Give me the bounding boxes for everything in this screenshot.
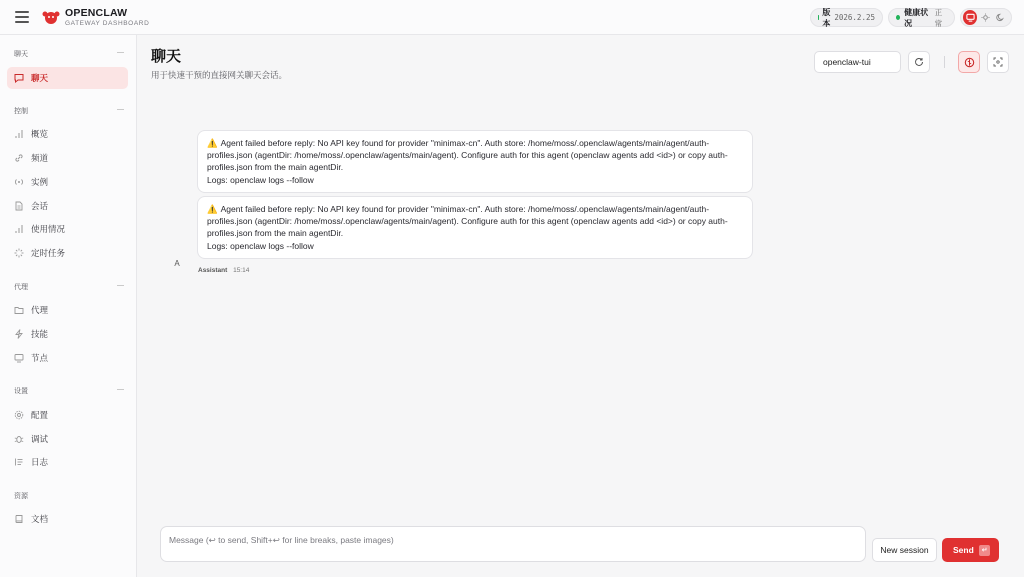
moon-icon [996, 13, 1005, 22]
monitor-icon [14, 353, 24, 363]
section-title-chat[interactable]: 聊天 — [14, 49, 124, 58]
sidebar-item-label: 实例 [31, 177, 49, 187]
sidebar-item-label: 定时任务 [31, 248, 66, 258]
focus-mode-button[interactable] [987, 51, 1009, 73]
message-icon [14, 73, 24, 83]
settings-icon [14, 410, 24, 420]
version-badge [810, 8, 883, 27]
enter-key-icon: ↵ [979, 545, 990, 556]
sidebar-item-label: 代理 [31, 305, 49, 315]
sidebar-item-instances[interactable] [7, 171, 128, 193]
message-text: Agent failed before reply: No API key found for provider "minimax-cn". Auth store: /home/moss/.openclaw/agents/main/agent/auth-profiles.json (agentDir: /home/moss/.openclaw/agents/main/agent). Configure auth for this agent (openclaw agents add <id>) or copy auth-profiles.json from the main agentDir. [207, 138, 728, 173]
message-logs: Logs: openclaw logs --follow [207, 174, 314, 185]
lobster-logo-icon [42, 9, 60, 26]
version-value: 2026.2.25 [834, 13, 875, 22]
sun-icon [981, 13, 990, 22]
send-button[interactable] [942, 538, 999, 562]
sidebar-item-label: 日志 [31, 457, 49, 467]
bug-icon [14, 434, 24, 444]
section-title-agents[interactable]: 代理 — [14, 282, 124, 291]
brand-subtitle: GATEWAY DASHBOARD [65, 20, 150, 27]
assistant-message [197, 130, 753, 193]
sidebar-item-overview[interactable] [7, 123, 128, 145]
sidebar-item-debug[interactable] [7, 428, 128, 450]
sidebar-item-skills[interactable] [7, 323, 128, 345]
sidebar-item-label: 频道 [31, 153, 49, 163]
sidebar-item-cron[interactable] [7, 242, 128, 264]
sidebar-item-label: 使用情况 [31, 224, 66, 234]
brand [65, 8, 149, 28]
health-label: 健康状况 [904, 7, 929, 28]
brand-name: OPENCLAW [65, 7, 128, 19]
health-value: 正常 [934, 7, 943, 28]
health-badge [888, 8, 955, 27]
top-bar [0, 0, 1024, 35]
message-meta [198, 267, 249, 274]
message-time: 15:14 [233, 267, 250, 274]
sidebar-item-chat[interactable] [7, 67, 128, 89]
zap-icon [14, 329, 24, 339]
session-selector[interactable]: openclaw-tui [814, 51, 901, 73]
warning-icon: ⚠️ [207, 138, 218, 148]
bar-chart-icon [14, 224, 24, 234]
divider [944, 56, 945, 68]
sidebar-item-config[interactable] [7, 404, 128, 426]
loader-icon [14, 248, 24, 258]
sidebar-item-label: 概览 [31, 129, 49, 139]
refresh-icon [914, 57, 924, 67]
sidebar-item-docs[interactable] [7, 508, 128, 530]
status-dot [896, 15, 900, 20]
thinking-toggle-button[interactable] [958, 51, 980, 73]
sidebar-item-label: 文档 [31, 514, 49, 524]
message-text: Agent failed before reply: No API key found for provider "minimax-cn". Auth store: /home/moss/.openclaw/agents/main/agent/auth-profiles.json (agentDir: /home/moss/.openclaw/agents/main/agent). Configure auth for this agent (openclaw agents add <id>) or copy auth-profiles.json from the main agentDir. [207, 204, 728, 239]
sidebar-item-logs[interactable] [7, 451, 128, 473]
monitor-icon [966, 13, 975, 22]
version-label: 版本 [822, 7, 831, 28]
radio-icon [14, 177, 24, 187]
sidebar-item-label: 配置 [31, 410, 49, 420]
section-title-control[interactable]: 控制 — [14, 106, 124, 115]
sidebar-item-sessions[interactable] [7, 195, 128, 217]
sidebar-item-label: 聊天 [31, 73, 49, 83]
log-icon [14, 457, 24, 467]
section-title-resources: 资源 [14, 493, 28, 500]
sidebar-item-label: 技能 [31, 329, 49, 339]
sidebar-item-nodes[interactable] [7, 347, 128, 369]
message-logs: Logs: openclaw logs --follow [207, 240, 314, 251]
section-title-settings[interactable]: 设置 — [14, 386, 124, 395]
new-session-button[interactable]: New session [872, 538, 937, 562]
refresh-button[interactable] [908, 51, 930, 73]
sidebar-item-label: 节点 [31, 353, 49, 363]
sidebar-item-usage[interactable] [7, 218, 128, 240]
theme-switcher [960, 8, 1012, 27]
sidebar-item-agents[interactable] [7, 299, 128, 321]
page-subtitle: 用于快速干预的直接网关聊天会话。 [151, 70, 288, 80]
avatar: A [174, 258, 180, 268]
sender-name: Assistant [198, 267, 228, 274]
sidebar-item-label: 会话 [31, 201, 49, 211]
brain-icon [964, 57, 975, 68]
sidebar [0, 35, 137, 577]
bar-chart-icon [14, 129, 24, 139]
sidebar-item-label: 调试 [31, 434, 49, 444]
document-icon [14, 201, 24, 211]
assistant-message [197, 196, 753, 259]
theme-dark-button[interactable] [994, 10, 1008, 25]
theme-system-button[interactable] [963, 10, 977, 25]
book-icon [14, 514, 24, 524]
link-icon [14, 153, 24, 163]
sidebar-item-channels[interactable] [7, 147, 128, 169]
send-label: Send [953, 545, 974, 555]
warning-icon: ⚠️ [207, 204, 218, 214]
theme-light-button[interactable] [978, 10, 992, 25]
menu-icon[interactable] [15, 11, 29, 23]
folder-icon [14, 305, 24, 315]
focus-icon [993, 57, 1003, 67]
page-title: 聊天 [151, 48, 182, 65]
message-input[interactable]: Message (↩ to send, Shift+↩ for line breaks, paste images) [160, 526, 866, 562]
